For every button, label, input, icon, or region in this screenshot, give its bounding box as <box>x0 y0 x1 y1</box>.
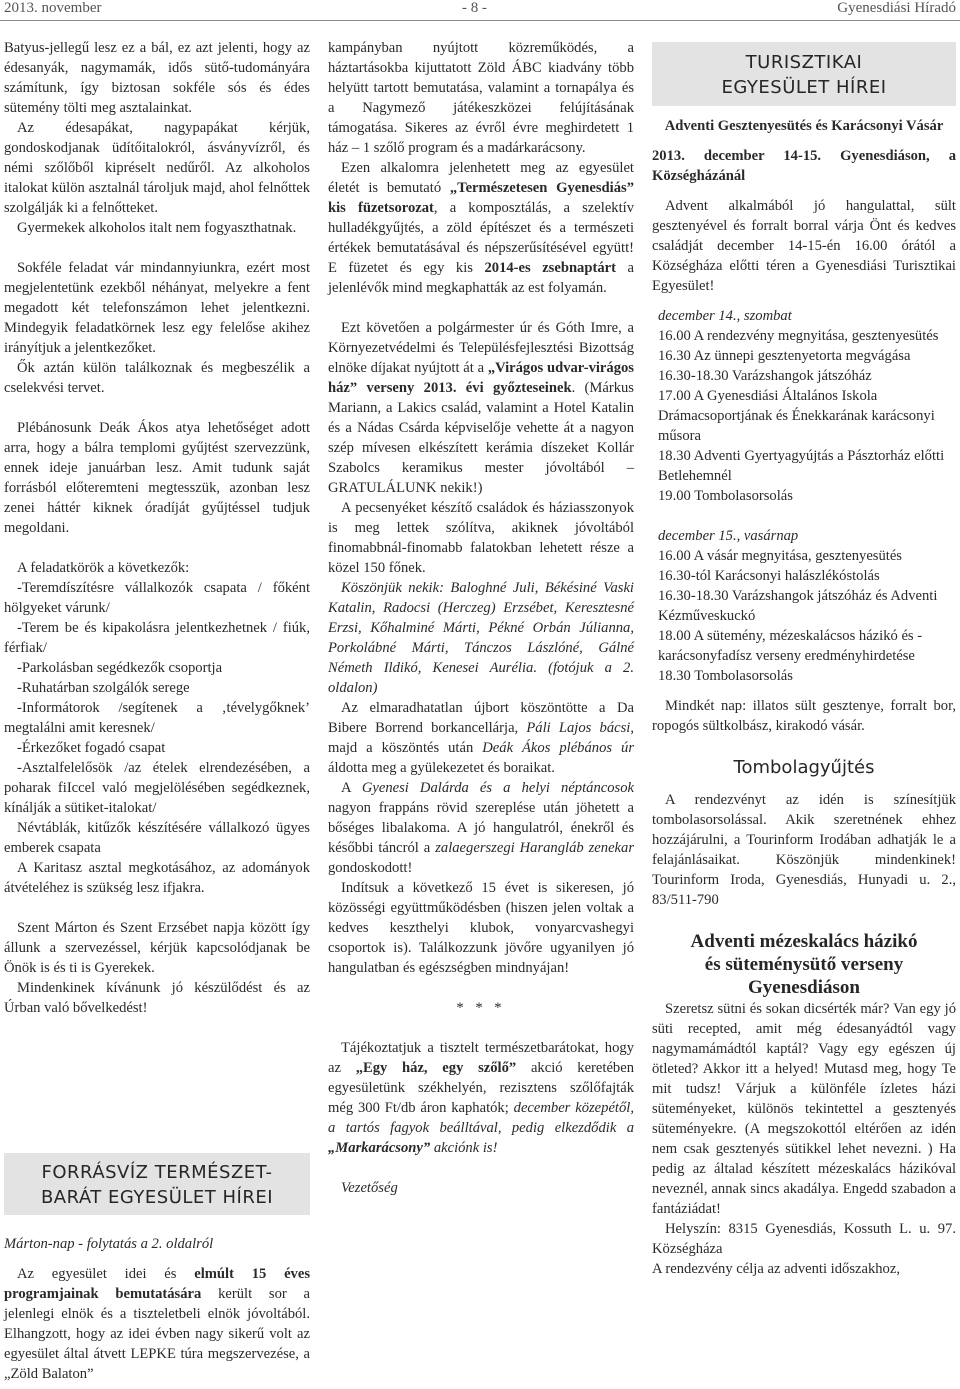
paragraph: A feladatkörök a következők: <box>17 560 190 576</box>
schedule-item: 18.30 Tombolasorsolás <box>658 668 793 684</box>
schedule-item: 16.30-18.30 Varázshangok játszóház <box>658 368 872 384</box>
paragraph: Gyermekek alkoholos italt nem fogyaszthatnak. <box>17 220 297 236</box>
schedule-item: 18.30 Adventi Gyertyagyújtás a Pásztorház előtti Betlehemnél <box>658 448 945 484</box>
schedule-item: 16.30-18.30 Varázshangok játszóház és Adventi Kézműveskuckó <box>658 588 938 624</box>
task-item: -Érkezőket fogadó csapat <box>17 740 166 756</box>
schedule-item: 16.30-tól Karácsonyi halászlékóstolás <box>658 568 880 584</box>
publication-name: Gyenesdiási Híradó <box>837 0 956 16</box>
schedule-day: december 15., vasárnap <box>658 528 799 544</box>
forrasviz-article <box>4 1234 310 1384</box>
paragraph: Indítsuk a következő 15 évet is sikeresen, jó közösségi együttműködésben (hiszen jelen voltak a kedves keszthelyi klubok, vonyarcvashegyi csoportok is). Találkozzunk jövőre ugyanilyen jó hangulatban és egészségben mindnyájan! <box>328 880 634 976</box>
column-1 <box>4 38 310 1018</box>
paragraph: Szeretsz sütni és sokan dicsérték már? Van egy jó süti recepted, amit még édesanyádtól vagy nagymamámádtól kaptál? Vagy egy egészen új ötleted? Akkor itt a helyed! Mutasd meg, hogy Te mit tudsz! Várjuk a különféle ízletes házi süteményeket, különös tekintettel a gesztenyés süteményekre. (A megszokottól eltérően az idén nem csak gesztenyés sütikkel lehet nevezni. ) Ha pedig az általad készített mézeskalács házikóval neveznél, annak sincs akadálya. Engedd szabadon a fantáziádat! <box>652 1001 956 1217</box>
schedule-item: 17.00 A Gyenesdiási Általános Iskola Drámacsoportjának és Énekkarának karácsonyi műsora <box>658 388 935 444</box>
task-item: -Teremdíszítésre vállalkozók csapata / főként hölgyeket várunk/ <box>4 580 310 616</box>
schedule-day: december 14., szombat <box>658 308 792 324</box>
event-when: 2013. december 14-15. Gyenesdiáson, a Községházánál <box>652 148 956 184</box>
paragraph: Szent Márton és Szent Erzsébet napja között így állunk a szervezéssel, kérjük kapcsolódjanak be Önök is és ti is Gyerekek. <box>4 920 310 976</box>
paragraph: kampányban nyújtott közreműködés, a háztartásokba kijuttatott Zöld ÁBC kiadvány több helyütt tartott bemutatása, valamint a tornapálya és a Nagymező játékeszközei felújításának támogatása. Sikeres az évről évre meghirdetett 1 ház – 1 szőlő program és a madárkarácsony. <box>328 40 634 156</box>
paragraph: A pecsenyéket készítő családok és háziasszonyok is meg lettek szólítva, akiknek jóvoltából finomabbnál-finomabb falatokban lehetett része a közel 150 főnek. <box>328 500 634 576</box>
paragraph: Az egyesület idei és elmúlt 15 éves programjainak bemutatására került sor a jelenlegi elnök és a tiszteletbeli elnök jóvoltából. Elhangzott, hogy az idei évben nagy sikerű volt az egyesület által átvett LEPKE túra megszervezése, a „Zöld Balaton” <box>4 1266 311 1382</box>
column-3 <box>652 42 956 1279</box>
signature: Vezetőség <box>341 1180 398 1196</box>
schedule-item: 19.00 Tombolasorsolás <box>658 488 793 504</box>
paragraph: Mindkét nap: illatos sült gesztenye, forralt bor, ropogós sültkolbász, kirakodó vásár. <box>652 698 956 734</box>
issue-date: 2013. november <box>4 0 102 16</box>
continuation-note: Márton-nap - folytatás a 2. oldalról <box>4 1236 214 1252</box>
paragraph: Ezen alkalomra jelenhetett meg az egyesület életét is bemutató „Természetesen Gyenesdiás” kis füzetsorozat, a komposztálás, a szelektív hulladékgyűjtés, a zöld építészet és a természeti értékek bemutatásával és népszerűsítésével együtt! E füzetet és egy kis 2014-es zsebnaptárt a jelenlévők mind megkaphatták az est folyamán. <box>328 160 634 296</box>
task-item: -Asztalfelelősök /az ételek elrendezésében, a poharak fiIccel való megjelölésében segédkeznek, kínálják a sütiket-italokat/ <box>4 760 310 816</box>
paragraph: Advent alkalmából jó hangulattal, sült gesztenyével és forralt borral várja Önt és kedves családját december 14-15-én 16.00 órától a Községháza előtti téren a Gyenesdiási Turisztikai Egyesület! <box>652 198 956 294</box>
paragraph: A Gyenesi Dalárda és a helyi néptáncosok nagyon frappáns rövid szereplése után jöhetett a bőséges libalakoma. A jó hangulatról, énekről és későbbi táncról a zalaegerszegi Harangláb zenekar gondoskodott! <box>328 780 635 876</box>
paragraph: A Karitasz asztal megkotásához, az adományok átvételéhez is szükség lesz ifjakra. <box>4 860 310 896</box>
paragraph: Ők aztán külön találkoznak és megbeszélik a cselekvési tervet. <box>4 360 310 396</box>
paragraph: Batyus-jellegű lesz ez a bál, ez azt jelenti, hogy az édesanyák, nagymamák, idős sütő-tudományára számítunk, így biztosan sokféle sós és édes sütemény tölti meg asztalainkat. <box>4 40 310 116</box>
section-divider: * * * <box>456 1000 506 1016</box>
event-title: Adventi Gesztenyesütés és Karácsonyi Vásár <box>664 118 944 134</box>
task-item: -Ruhatárban szolgálók serege <box>17 680 190 696</box>
task-item: -Terem be és kipakolásra jelentkezhetnek / fiúk, férfiak/ <box>4 620 310 656</box>
paragraph: Az elmaradhatatlan újbort köszöntötte a Da Bibere Borrend borkancellárja, Páli Lajos bácsi, majd a köszöntés után Deák Ákos plébános úr áldotta meg a gyülekezetet és boraikat. <box>328 700 635 776</box>
paragraph: Ezt követően a polgármester úr és Góth Imre, a Környezetvédelmi és Településfejlesztési Bizottság elnöke díjakat nyújtott át a „Virágos udvar-virágos ház” verseny 2013. évi győzteseinek. (Márkus Mariann, a Lakics család, valamint a Hotel Katalin és a Nádas Csárda képviselője vehette át a nagyon szép mívesen elkészített kerámia díszeket Kollár Szabolcs keramikus mester jóvoltából – GRATULÁLUNK nekik!) <box>328 320 634 496</box>
competition-heading: Adventi mézeskalács házikó és süteménysütő verseny Gyenesdiáson <box>690 931 918 998</box>
schedule-item: 16.00 A rendezvény megnyitása, gesztenyesütés <box>658 328 939 344</box>
paragraph: Névtáblák, kitűzők készítésére vállalkozó ügyes emberek csapata <box>4 820 310 856</box>
task-item: -Informátorok /segítenek a ‚tévelygőknek’ megtalálni amit keresnek/ <box>4 700 310 736</box>
paragraph: Helyszín: 8315 Gyenesdiás, Kossuth L. u. 97. Községháza <box>652 1221 956 1257</box>
schedule-item: 16.00 A vásár megnyitása, gesztenyesütés <box>658 548 902 564</box>
page-header <box>0 0 960 21</box>
paragraph: Plébánosunk Deák Ákos atya lehetőséget adott arra, hogy a bálra templomi gyűjtést szervezzünk, ennek ideje januárban lesz. Amit tudunk saját forrásból előteremteni megtesszük, azonban lesz zenei háttér kiknek óradíját gyűjtéssel tudjuk megoldani. <box>4 420 310 536</box>
forrasviz-section-heading: FORRÁSVÍZ TERMÉSZET- BARÁT EGYESÜLET HÍREI <box>4 1153 310 1215</box>
schedule <box>652 306 956 686</box>
page-number: - 8 - <box>462 0 487 16</box>
column-2 <box>328 38 634 1198</box>
thanks-list: Köszönjük nekik: Baloghné Juli, Békésiné Vaski Katalin, Radocsi (Herczeg) Erzsébet, Keresztesné Erzsi, Kőhalminé Márti, Pékné Orbán Júlianna, Porkolábné Márti, Tánczos Lászlóné, Gálné Németh Ildikó, Kenesei Aurélia. (fotójuk a 2. oldalon) <box>328 580 634 696</box>
turisztikai-section-heading: TURISZTIKAI EGYESÜLET HÍREI <box>652 42 956 106</box>
paragraph: Tájékoztatjuk a tisztelt természetbarátokat, hogy az „Egy ház, egy szőlő” akció keretében egyesületünk székhelyén, rezisztens szőlőfajták még 300 Ft/db áron kaphatók; december közepétől, a tartós fagyok beálltával, pedig elkezdődik a „Markarácsony” akciónk is! <box>328 1040 634 1156</box>
paragraph: Az édesapákat, nagypapákat kérjük, gondoskodjanak üdítőitalokról, ásványvízről, és némi szőlőből kipréselt nedűről. Az alkoholos italokat külön asztalnál tároljuk majd, ahol felnőttek szolgálják ki a felnőtteket. <box>4 120 310 216</box>
schedule-item: 18.00 A sütemény, mézeskalácsos házikó és -karácsonyfadísz verseny eredményhirdetése <box>658 628 923 664</box>
paragraph: A rendezvényt az idén is színesítjük tombolasorsolással. Akik szeretnének ehhez hozzájárulni, a Tourinform Irodában adhatják le a felajánlásaikat. Köszönjük mindenkinek! Tourinform Iroda, Gyenesdiás, Hunyadi u. 2., 83/511-790 <box>652 792 956 908</box>
schedule-item: 16.30 Az ünnepi gesztenyetorta megvágása <box>658 348 911 364</box>
tombola-heading: Tombolagyűjtés <box>733 757 875 778</box>
paragraph: Mindenkinek kívánunk jó készülődést és az Úrban való bővelkedést! <box>4 980 310 1016</box>
task-item: -Parkolásban segédkezők csoportja <box>17 660 223 676</box>
paragraph: Sokféle feladat vár mindannyiunkra, ezért most megjelentetünk ezekből néhányat, melyekre a fent megadott két telefonszámon lehet jelentkezni. Mindegyik feladatkörnek lesz egy felelőse akihez irányítjuk a jelentkezőket. <box>4 260 310 356</box>
paragraph: A rendezvény célja az adventi időszakhoz, <box>652 1261 900 1277</box>
